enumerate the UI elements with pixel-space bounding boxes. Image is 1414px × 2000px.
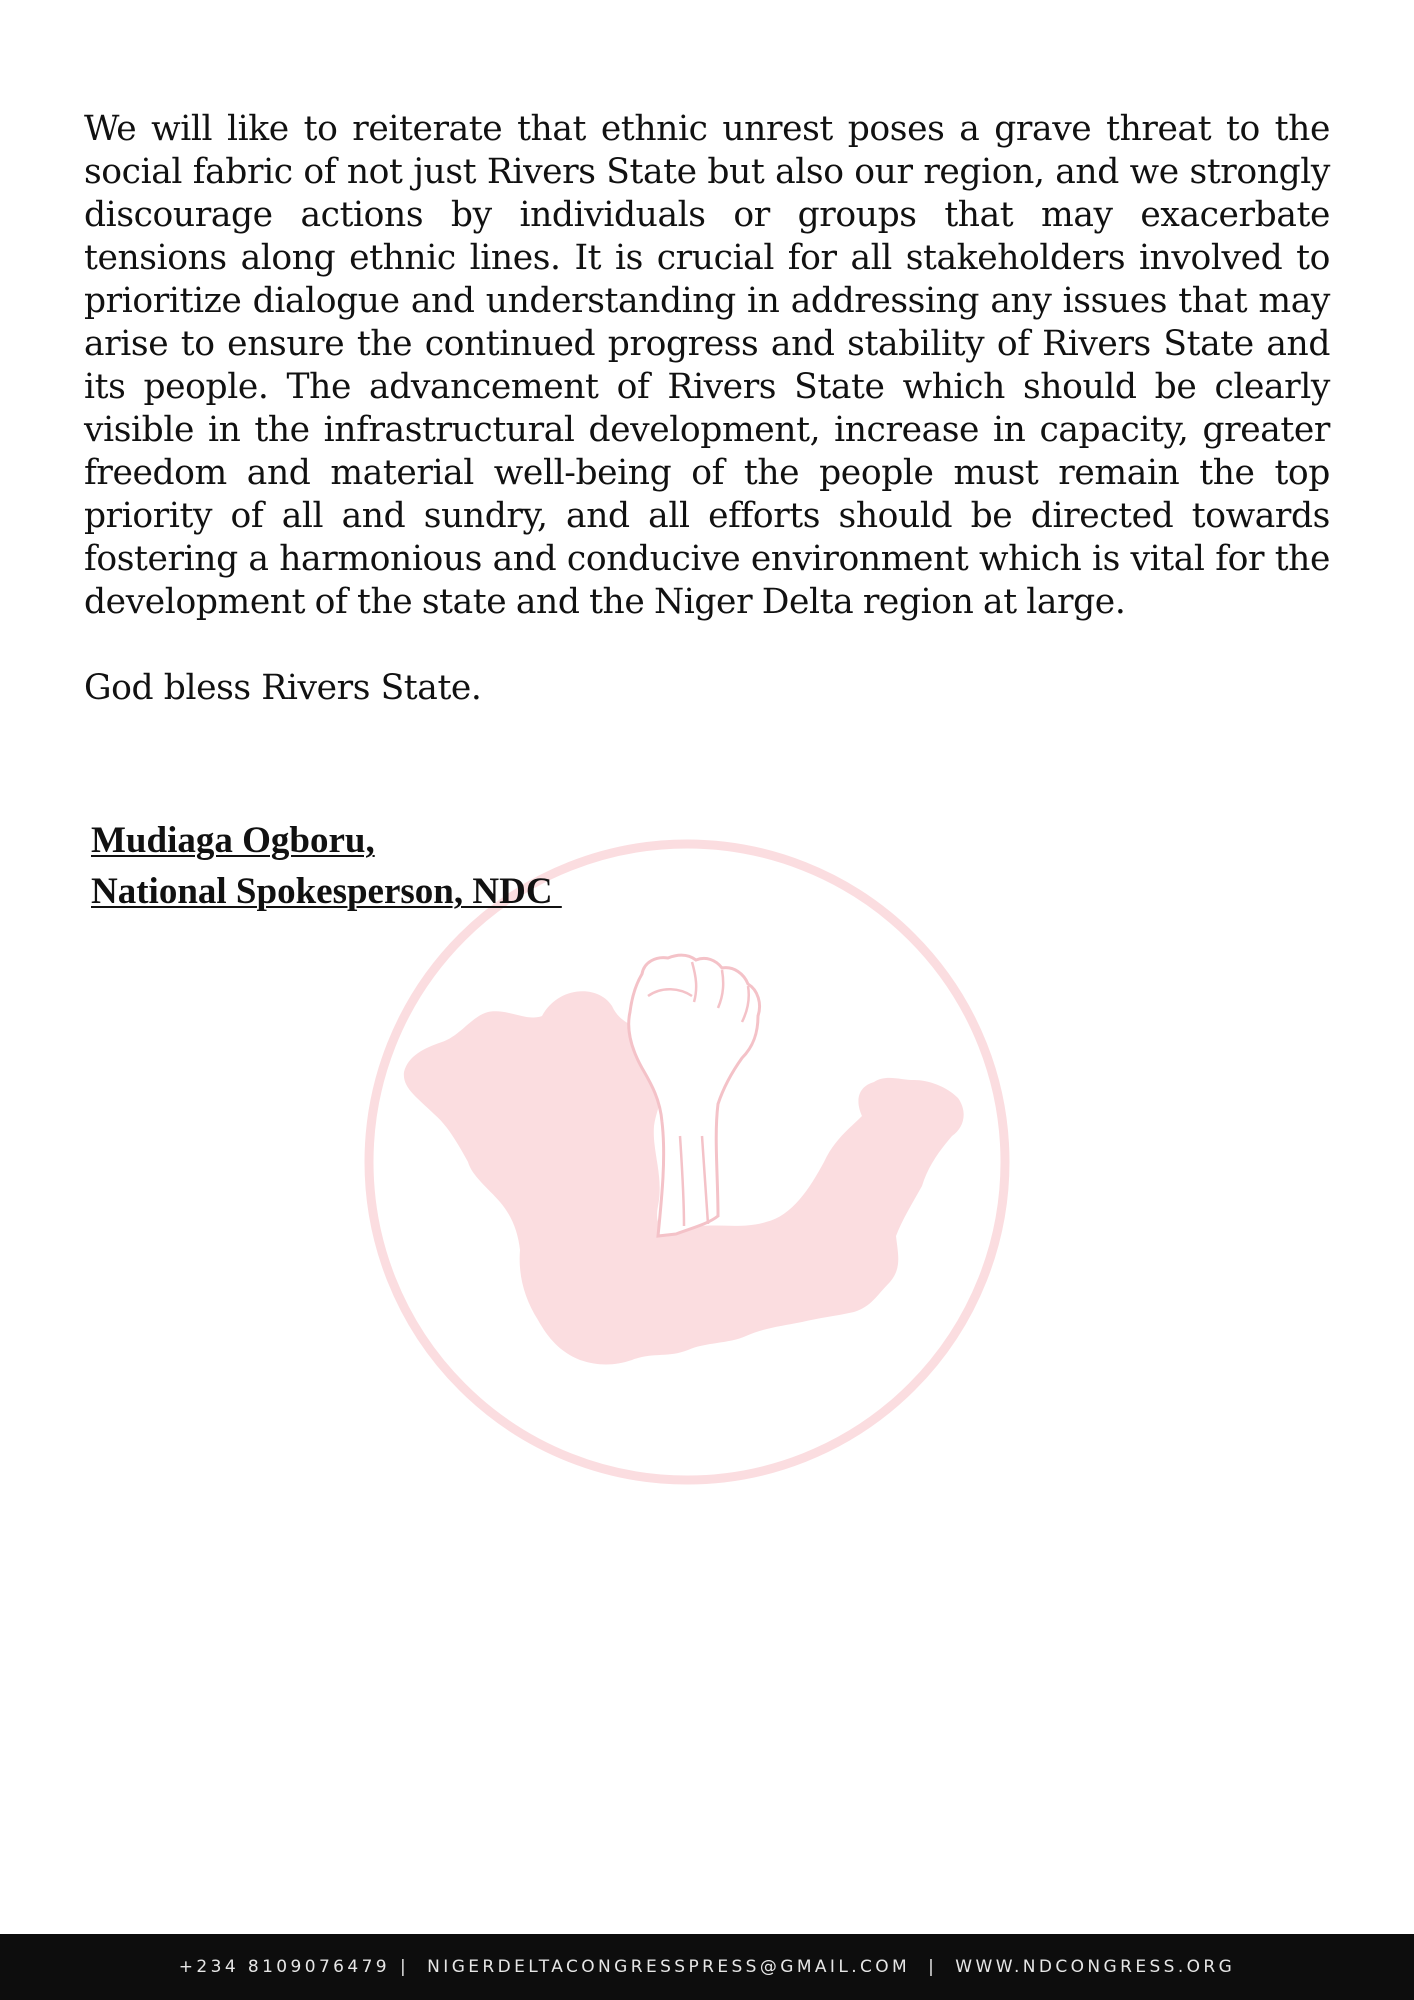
watermark-fist-icon: [629, 955, 760, 1236]
footer-separator: |: [400, 1957, 410, 1977]
footer-email: NIGERDELTACONGRESSPRESS@GMAIL.COM: [427, 1957, 911, 1977]
blessing-line: God bless Rivers State.: [84, 668, 482, 708]
watermark-fist-detail: [648, 962, 749, 1226]
footer-contact-bar: [0, 1934, 1414, 2000]
watermark-ring: [369, 844, 1005, 1480]
footer-phone: +234 8109076479: [178, 1957, 391, 1977]
footer-website: WWW.NDCONGRESS.ORG: [955, 1957, 1236, 1977]
signatory-name: Mudiaga Ogboru,: [91, 820, 375, 861]
signatory-title: National Spokesperson, NDC: [91, 871, 562, 912]
document-body: [84, 108, 1330, 710]
body-paragraph: We will like to reiterate that ethnic unrest poses a grave threat to the social fabric of not just Rivers State but also our region, and we strongly discourage actions by individuals or groups that may exacerbate tensions along ethnic lines. It is crucial for all stakeholders involved to prioritize dialogue and understanding in addressing any issues that may arise to ensure the continued progress and stability of Rivers State and its people. The advancement of Rivers State which should be clearly visible in the infrastructural development, increase in capacity, greater freedom and material well-being of the people must remain the top priority of all and sundry, and all efforts should be directed towards fostering a harmonious and conducive environment which is vital for the development of the state and the Niger Delta region at large.: [84, 109, 1330, 622]
signature-block: [91, 815, 562, 917]
watermark-map-shape: [404, 991, 964, 1364]
footer-separator: |: [928, 1957, 938, 1977]
ndc-watermark-logo: [362, 836, 1012, 1488]
